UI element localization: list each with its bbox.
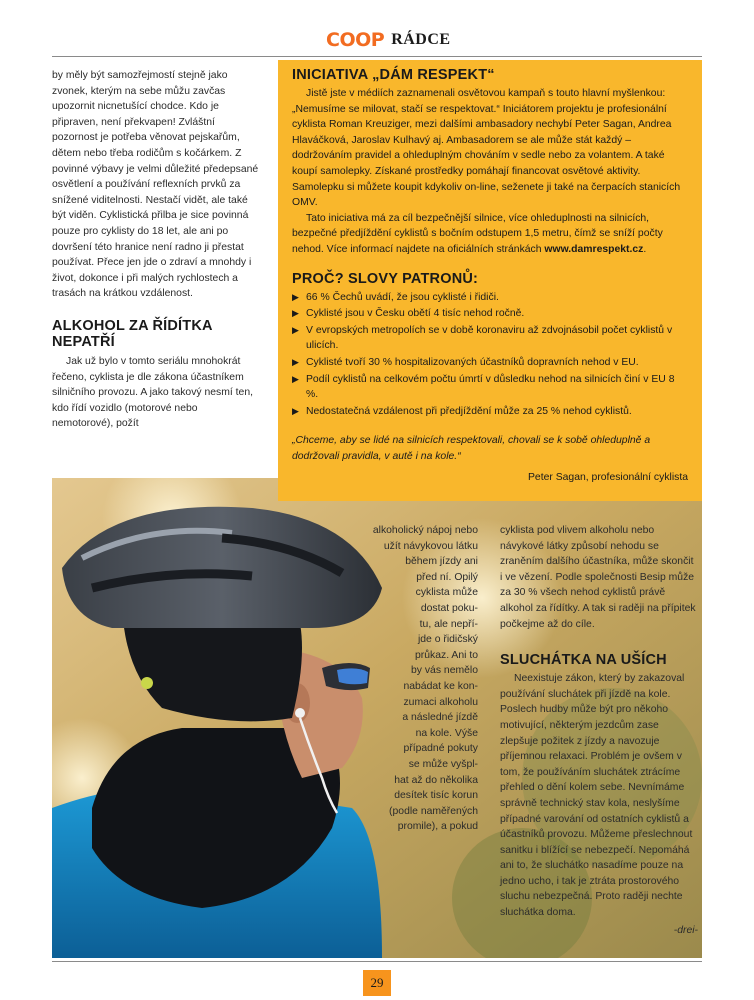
list-item-text: Podíl cyklistů na celkovém počtu úmrtí v důsledku nehod na silnicích činí v EU 8 %. (306, 373, 675, 401)
box-paragraph-2 (292, 211, 688, 258)
list-item (292, 323, 688, 354)
alcohol-continuation-paragraph: cyklista pod vlivem alkoholu nebo návykové látky způsobí nehodu se zraněním dalšího účastníka, může skončit i ve vězení. Podle společnosti Besip může za 30 % všech nehod cyklistů právě alkohol za řídítky. A tak si raději na přípitek počkejme až do cíle. (500, 525, 696, 630)
iniciativa-box (278, 60, 702, 501)
bullet-arrow-icon: ▶ (292, 291, 299, 302)
text-line: na kole. Výše (415, 727, 478, 739)
list-item (292, 290, 688, 306)
sagan-quote: „Chceme, aby se lidé na silnicích respektovali, chovali se k sobě ohleduplně a dodržovali pravidla, v autě i na kole.“ (292, 435, 651, 462)
bullet-arrow-icon: ▶ (292, 324, 299, 335)
text-line: jde o řidičský (417, 634, 478, 646)
text-line: užít návykovou látku (383, 540, 478, 552)
coop-logo: COOP (326, 29, 385, 51)
text-line: (podle naměřených (389, 805, 478, 817)
text-line: dostat poku- (420, 602, 478, 614)
text-line: před ní. Opilý (416, 571, 478, 583)
bullet-arrow-icon: ▶ (292, 308, 299, 319)
left-column (52, 68, 259, 432)
website-link[interactable]: www.damrespekt.cz (544, 243, 644, 255)
text-line: zumaci alkoholu (403, 696, 478, 708)
text-line: během jízdy ani (405, 556, 478, 568)
right-column (500, 523, 698, 938)
list-item (292, 355, 688, 371)
box-heading: INICIATIVA „DÁM RESPEKT“ (292, 67, 495, 83)
bullet-arrow-icon: ▶ (292, 356, 299, 367)
patrons-heading: PROČ? SLOVY PATRONŮ: (292, 270, 479, 287)
text-line: hat až do několika (394, 774, 478, 786)
quote-author: Peter Sagan, profesionální cyklista (528, 472, 688, 484)
website-suffix: . (643, 243, 647, 255)
magazine-brand (326, 30, 451, 50)
list-item-text: Cyklisté tvoří 30 % hospitalizovaných účastníků dopravních nehod v EU. (306, 356, 639, 368)
author-signature: -drei- (673, 924, 698, 936)
text-line: alkoholický nápoj nebo (372, 525, 478, 536)
text-line: tu, ale nepří- (419, 618, 478, 630)
section-title: RÁDCE (391, 31, 451, 48)
alcohol-paragraph: Jak už bylo v tomto seriálu mnohokrát řečeno, cyklista je dle zákona účastníkem silničního provozu. A jako takový nesmí ten, kdo řídí vozidlo (motorové nebo nemotorové), požít (52, 355, 253, 430)
text-line: cyklista může (415, 587, 478, 599)
footer-divider (52, 961, 702, 962)
patrons-list (292, 290, 688, 420)
list-item-text: Nedostatečná vzdálenost při předjíždění může za 25 % nehod cyklistů. (306, 405, 632, 417)
text-line: by vás nemělo (411, 665, 478, 677)
list-item-text: 66 % Čechů uvádí, že jsou cyklisté i řidiči. (306, 291, 499, 303)
list-item (292, 404, 688, 420)
list-item-text: Cyklisté jsou v Česku obětí 4 tisíc nehod ročně. (306, 308, 525, 320)
box-paragraph-2-text: Tato iniciativa má za cíl bezpečnější silnice, více ohleduplnosti na silnicích, bezpečné předjíždění cyklistů s bočním odstupem 1,5 metru, čímž se sníží počty nehod. Více informací najdete na oficiálních stránkách (292, 212, 663, 255)
text-line: se může vyšpl- (408, 758, 478, 770)
list-item (292, 372, 688, 403)
list-item (292, 306, 688, 322)
text-line: případné pokuty (403, 743, 478, 755)
heading-alcohol: ALKOHOL ZA ŘÍDÍTKA NEPATŘÍ (52, 317, 213, 350)
page-number: 29 (363, 970, 391, 996)
heading-headphones: SLUCHÁTKA NA UŠÍCH (500, 652, 667, 669)
text-line: promile), a pokud (397, 821, 478, 833)
text-line: desítek tisíc korun (394, 790, 478, 802)
text-line: a následné jízdě (402, 712, 478, 724)
middle-column (328, 523, 478, 835)
text-line: průkaz. Ani to (415, 649, 478, 661)
headphones-paragraph: Neexistuje zákon, který by zakazoval používání sluchátek při jízdě na kole. Poslech hudby může být pro někoho motivující, některým jezdcům zase zlepšuje požitek z jízdy a navozuje příjemnou relaxaci. Problém je ovšem v tom, že používáním sluchátek ztrácíme přehled o dění kolem sebe. Nevnímáme správně technický stav kola, neslyšíme případné varování od ostatních cyklistů a účastníků provozu. Můžeme přeslechnout sanitku i blížící se nebezpečí. Nepomáhá ani to, že sluchátko nasadíme pouze na jedno ucho, i tak je ztráta prostorového sluchu nebezpečná. Proto raději nechte sluchátka doma. (500, 673, 693, 919)
box-paragraph-1: Jistě jste v médiích zaznamenali osvětovou kampaň s touto hlavní myšlenkou: „Nemusíme se milovat, stačí se respektovat.“ Iniciátorem projektu je profesionální cyklista Roman Kreuziger, mezi dalšími ambasadory nechybí Peter Sagan, Andrea Hlaváčková, Jaroslav Kulhavý aj. Ambasadorem se ale může stát každý – dodržováním pravidel a ohleduplným chováním v sedle nebo za volantem. A také koupí samolepky. Získané prostředky pomáhají financovat osvětové aktivity. Samolepku si můžete koupit kdykoliv on-line, seženete ji také na čerpacích stanicích OMV. (292, 88, 681, 209)
bullet-arrow-icon: ▶ (292, 405, 299, 416)
intro-paragraph: by měly být samozřejmostí stejně jako zvonek, kterým na sebe můžu zavčas upozornit nicnetušící chodce. Kdo je připraven, není překvapen! Zvláštní pozornost je potřeba věnovat pejskařům, dětem nebo třeba rodičům s kočárkem. Z povinné výbavy je velmi důležité předepsané osvětlení a používání reflexních prvků za snížené viditelnosti. Nestačí vidět, ale také být viděn. Cyklistická přilba je sice povinná pouze pro cyklisty do 18 let, ale ani po dovršení této hranice není radno ji přestat používat. Přece jen jde o zdraví a mnohdy i život, dokonce i při malých rychlostech a trasách na krátkou vzdálenost. (52, 70, 259, 300)
header-divider (52, 56, 702, 57)
text-line: nabádat ke kon- (403, 680, 478, 692)
list-item-text: V evropských metropolích se v době koronaviru až zdvojnásobil počet cyklistů v ulicích. (306, 324, 673, 352)
bullet-arrow-icon: ▶ (292, 373, 299, 384)
